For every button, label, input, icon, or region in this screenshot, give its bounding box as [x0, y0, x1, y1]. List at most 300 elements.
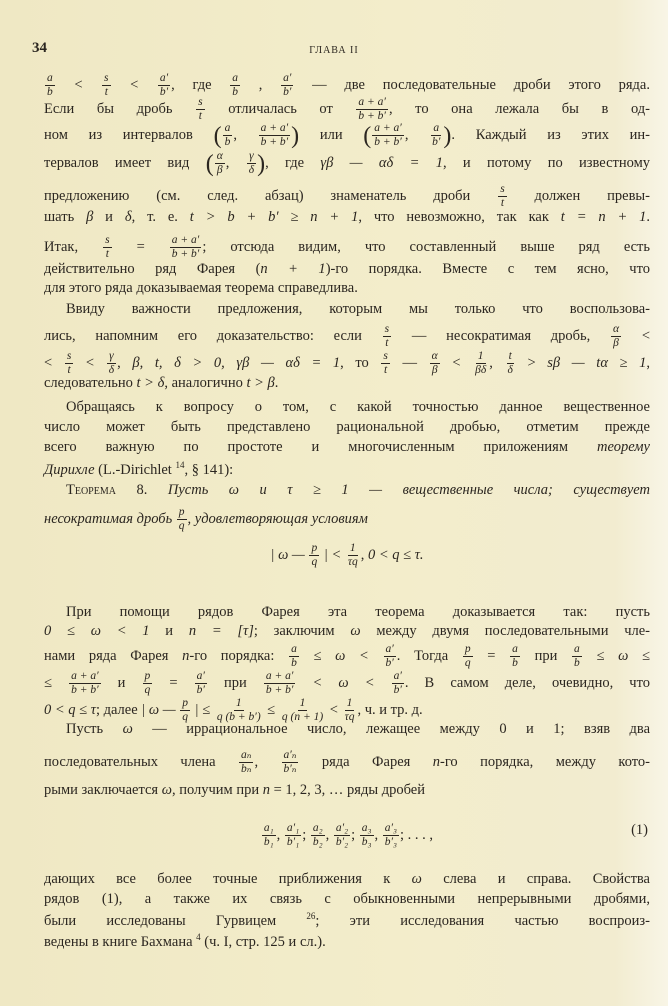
fraction — [360, 822, 374, 849]
text-run: — иррациональное число, лежащее между 0 и 1; взяв два — [132, 721, 651, 737]
footnote-ref: 4 — [196, 932, 201, 942]
text-run: , аналогично — [164, 375, 247, 391]
fraction — [463, 643, 473, 670]
numerator: a₁ — [262, 822, 276, 836]
text-run: , — [325, 827, 333, 844]
text-run: ряда Фарея — [299, 754, 433, 771]
text-run: — несократимая дробь, — [392, 328, 611, 345]
math-expression: | ω — — [270, 547, 309, 564]
fraction — [259, 122, 291, 149]
numerator: a′ₙ — [282, 749, 299, 763]
denominator: t — [67, 364, 71, 377]
denominator: b′ — [385, 657, 394, 670]
numerator: a′₃ — [383, 822, 399, 836]
denominator: t — [105, 248, 109, 261]
numerator: γ — [247, 150, 256, 164]
math-expression: < ω < — [296, 675, 391, 692]
text-run: = — [153, 675, 194, 692]
numerator: s — [196, 96, 204, 110]
text-run: Итак, — [44, 239, 103, 256]
math-expression: n + 1 — [260, 261, 326, 277]
denominator: b + b′ — [265, 684, 294, 697]
denominator: b′ — [196, 684, 205, 697]
text-run: , где — [265, 155, 321, 172]
fraction — [282, 749, 299, 776]
text-run: . Тогда — [396, 648, 462, 665]
text-run: и — [149, 623, 189, 639]
fraction — [392, 670, 404, 697]
fraction — [430, 350, 440, 377]
math-expression: sβ — tα ≥ 1 — [547, 355, 647, 372]
denominator: t — [384, 364, 388, 377]
math-expression: β, t, δ > 0, γβ — αδ = 1 — [132, 355, 341, 372]
text-line — [44, 892, 650, 907]
fraction — [170, 234, 202, 261]
numerator: a + a′ — [372, 122, 404, 136]
math-expression: t > b + b′ ≥ n + 1 — [189, 209, 359, 225]
text-run: < — [74, 355, 106, 372]
text-run: ном из интервалов — [44, 127, 214, 144]
parenthesis: ( — [205, 151, 214, 178]
numerator: aₙ — [239, 749, 253, 763]
footnote-ref: 14 — [175, 460, 185, 470]
text-run: Ввиду важности предложения, которым мы только что воспользова- — [66, 301, 650, 317]
math-expression: ≤ ω ≤ — [582, 648, 650, 665]
text-run: , ч. и тр. д. — [357, 702, 423, 719]
denominator: q (n + 1) — [281, 711, 324, 724]
parenthesis: ( — [213, 123, 222, 150]
math-expression: ω — [411, 871, 422, 887]
text-run: < — [326, 702, 342, 719]
parenthesis: ( — [363, 123, 372, 150]
fraction — [473, 350, 488, 377]
denominator: t — [385, 337, 389, 350]
fraction — [177, 506, 187, 533]
fraction — [262, 822, 276, 849]
numerator: a′ — [384, 643, 396, 657]
numerator: 1 — [345, 697, 355, 711]
fraction — [430, 122, 442, 149]
text-run: > — [515, 355, 548, 372]
text-run: следовательно — [44, 375, 137, 391]
text-run: при — [207, 675, 263, 692]
fraction — [289, 643, 299, 670]
text-line — [44, 912, 650, 929]
math-expression: ≤ ω < — [299, 648, 383, 665]
small-caps-text: Теорема — [66, 482, 116, 498]
text-run: и — [101, 675, 142, 692]
text-run: , т. е. — [131, 209, 190, 225]
text-run: отличалась от — [205, 101, 356, 118]
text-run: между двумя последовательными чле- — [360, 623, 651, 639]
text-run: , — [233, 127, 258, 144]
text-line — [44, 96, 650, 123]
text-run: < — [622, 328, 650, 345]
numerator: a′ — [281, 72, 293, 86]
text-run: — две последовательные дроби этого ряда. — [294, 77, 650, 94]
text-run: ; . . . , — [400, 827, 434, 844]
denominator: τq — [347, 556, 358, 569]
text-run: = 1, 2, 3, … ряды дробей — [270, 782, 425, 798]
text-run: , — [646, 355, 651, 372]
text-line — [44, 670, 650, 697]
denominator: q — [464, 657, 471, 670]
text-line — [44, 420, 650, 435]
denominator: q — [144, 684, 151, 697]
denominator: b + b′ — [358, 110, 386, 123]
fraction — [611, 323, 621, 350]
text-run: ведены в книге Бахмана — [44, 934, 197, 950]
text-run: < — [44, 355, 64, 372]
italic-text: Дирихле — [44, 462, 95, 478]
text-run: , — [489, 355, 505, 372]
fraction — [384, 643, 396, 670]
numerator: a — [45, 72, 55, 86]
text-run: ; далее — [95, 702, 142, 719]
denominator: b — [232, 86, 239, 99]
italic-text: несократимая дробь — [44, 511, 176, 528]
numerator: a + a′ — [356, 96, 388, 110]
text-run: ; отсюда видим, что составленный выше ряд есть — [202, 239, 650, 256]
text-line — [44, 210, 650, 225]
fraction — [383, 822, 399, 849]
math-expression: | ω — — [141, 702, 180, 719]
fraction — [372, 122, 404, 149]
fraction — [505, 350, 514, 377]
text-run: = — [473, 648, 510, 665]
parenthesis: ) — [443, 123, 452, 150]
fraction — [215, 150, 225, 177]
text-line — [44, 234, 650, 261]
text-line — [44, 350, 650, 377]
math-expression: β — [86, 209, 94, 225]
numerator: a — [510, 643, 520, 657]
italic-text: Пусть ω и τ ≥ 1 — вещественные числа; существует — [167, 482, 650, 498]
math-expression: < — [111, 77, 157, 94]
text-run: ; эти исследования частью воспроиз- — [315, 913, 650, 929]
text-line — [44, 933, 650, 950]
text-run: для этого ряда доказываемая теорема справедлива. — [44, 280, 358, 296]
denominator: b′₁ — [286, 836, 300, 849]
math-expression: n — [182, 648, 190, 665]
denominator: b′ — [393, 684, 402, 697]
numerator: γ — [107, 350, 116, 364]
text-run: ; — [351, 827, 359, 844]
text-run: (L.-Dirichlet — [94, 462, 176, 478]
numerator: α — [430, 350, 440, 364]
text-run: рядов (1), а также их связь с обыкновенными непрерывными дробями, — [44, 891, 650, 907]
text-run: ; заключим — [253, 623, 351, 639]
numerator: a — [431, 122, 441, 136]
text-run: 8. — [115, 482, 168, 498]
text-run: , что невозможно, так как — [358, 209, 561, 225]
numerator: α — [611, 323, 621, 337]
numerator: 1 — [476, 350, 486, 364]
denominator: bₙ — [241, 763, 252, 776]
parenthesis: ) — [257, 151, 266, 178]
text-run: число может быть представлено рациональной дробью, отметим прежде — [44, 419, 650, 435]
text-line — [44, 783, 650, 798]
numerator: p — [143, 670, 153, 684]
denominator: β — [613, 337, 619, 350]
text-run: -го порядка, между кото- — [439, 754, 650, 771]
fraction — [346, 542, 360, 569]
denominator: τq — [344, 711, 355, 724]
numerator: 1 — [298, 697, 308, 711]
math-expression: | ≤ — [191, 702, 214, 719]
numerator: a + a′ — [170, 234, 202, 248]
text-line — [44, 150, 650, 177]
math-expression: n = [τ] — [188, 623, 254, 639]
equation-number: (1) — [631, 822, 648, 838]
italic-text: теорему — [597, 439, 650, 455]
math-expression: | < — [320, 547, 345, 564]
text-run: Если бы дробь — [44, 101, 196, 118]
fraction — [572, 643, 582, 670]
text-line — [44, 461, 650, 478]
denominator: b′₃ — [384, 836, 398, 849]
text-run: , — [360, 547, 368, 564]
text-line — [44, 400, 650, 415]
numerator: a + a′ — [264, 670, 296, 684]
denominator: q — [182, 711, 189, 724]
text-line — [44, 643, 650, 670]
text-run: всего важную по простоте и многочисленным приложениям — [44, 439, 598, 455]
text-run: слева и справа. Свойства — [421, 871, 650, 887]
text-run: При помощи рядов Фарея эта теорема доказывается так: пусть — [66, 604, 650, 620]
text-run: рыми заключается — [44, 782, 162, 798]
text-run: = — [112, 239, 169, 256]
text-run: лись, напомним его доказательство: если — [44, 328, 382, 345]
text-line — [44, 624, 650, 639]
text-run: были исследованы Гурвицем — [44, 913, 307, 929]
fraction — [510, 643, 520, 670]
text-run: , то она лежала бы в од- — [388, 101, 650, 118]
denominator: b + b′ — [260, 136, 289, 149]
numerator: a — [572, 643, 582, 657]
text-line — [44, 323, 650, 350]
text-run: последовательных члена — [44, 754, 239, 771]
fraction — [65, 350, 73, 377]
numerator: s — [498, 183, 506, 197]
text-run: нами ряда Фарея — [44, 648, 183, 665]
text-run: , — [276, 827, 284, 844]
numerator: a₂ — [311, 822, 325, 836]
denominator: b′ — [159, 86, 169, 99]
numerator: 1 — [234, 697, 244, 711]
numerator: s — [381, 350, 389, 364]
text-line — [44, 872, 650, 887]
numerator: a′ — [158, 72, 170, 86]
denominator: t — [198, 110, 202, 123]
fraction — [143, 670, 153, 697]
denominator: b′ — [283, 86, 292, 99]
denominator: b + b′ — [374, 136, 402, 149]
denominator: t — [104, 86, 108, 99]
text-run: тервалов имеет вид — [44, 155, 206, 172]
numerator: a′ — [392, 670, 404, 684]
text-run: , — [404, 127, 430, 144]
math-expression: n — [432, 754, 440, 771]
denominator: b₁ — [263, 836, 274, 849]
math-expression: ≤ — [44, 675, 69, 692]
denominator: b — [512, 657, 518, 670]
text-line — [44, 262, 650, 277]
text-run: , и потому по известному — [442, 155, 651, 172]
denominator: b — [291, 657, 297, 670]
text-line — [44, 822, 650, 849]
denominator: q (b + b′) — [216, 711, 261, 724]
fraction — [498, 183, 506, 210]
numerator: s — [65, 350, 73, 364]
text-run: ; — [302, 827, 310, 844]
numerator: s — [103, 234, 111, 248]
fraction — [381, 350, 389, 377]
math-expression: t > β — [246, 375, 275, 391]
math-expression: t > δ — [136, 375, 165, 391]
denominator: δ — [108, 364, 115, 377]
fraction — [195, 670, 207, 697]
fraction — [356, 96, 388, 123]
text-run: действительно ряд Фарея ( — [44, 261, 261, 277]
text-line — [44, 542, 650, 569]
denominator: b′ₙ — [283, 763, 297, 776]
text-run: . Каждый из этих ин- — [451, 127, 650, 144]
denominator: b — [224, 136, 231, 149]
denominator: b₂ — [312, 836, 323, 849]
parenthesis: ) — [291, 123, 300, 150]
denominator: β — [216, 164, 223, 177]
text-run: , — [241, 77, 281, 94]
numerator: s — [383, 323, 391, 337]
fraction — [264, 670, 296, 697]
text-run: — — [390, 355, 429, 372]
numerator: a′₂ — [334, 822, 350, 836]
fraction — [107, 350, 116, 377]
text-line — [44, 749, 650, 776]
math-expression: n — [262, 782, 270, 798]
footnote-ref: 26 — [306, 911, 316, 921]
numerator: p — [463, 643, 473, 657]
text-line — [44, 302, 650, 317]
math-expression: ω — [161, 782, 172, 798]
text-line — [44, 376, 650, 391]
denominator: b + b′ — [171, 248, 200, 261]
denominator: b′ — [432, 136, 441, 149]
denominator: b₃ — [361, 836, 372, 849]
text-run: , — [254, 754, 281, 771]
fraction — [196, 96, 204, 123]
numerator: a₃ — [360, 822, 374, 836]
math-expression: < — [55, 77, 102, 94]
text-line — [44, 183, 650, 210]
page-number: 34 — [32, 40, 47, 56]
text-run: -го порядка: — [189, 648, 289, 665]
denominator: δ — [507, 364, 513, 377]
fraction — [247, 150, 256, 177]
text-run: , то — [340, 355, 381, 372]
text-run: (ч. I, стр. 125 и сл.). — [200, 934, 326, 950]
text-run: Обращаясь к вопросу о том, с какой точностью данное вещественное — [66, 399, 650, 415]
text-run: , получим при — [171, 782, 263, 798]
text-line — [44, 440, 650, 455]
numerator: p — [180, 697, 190, 711]
math-expression: 0 < q ≤ τ — [44, 702, 96, 719]
fraction — [309, 542, 319, 569]
numerator: a — [223, 122, 233, 136]
math-expression: ω — [350, 623, 361, 639]
fraction — [223, 122, 233, 149]
text-run: , § 141): — [184, 462, 234, 478]
denominator: q — [311, 556, 318, 569]
denominator: b′₂ — [335, 836, 349, 849]
text-run: должен превы- — [507, 188, 650, 205]
text-run: < — [440, 355, 473, 372]
numerator: a — [230, 72, 240, 86]
numerator: a + a′ — [69, 670, 101, 684]
text-run: или — [299, 127, 364, 144]
math-expression: 0 ≤ ω < 1 — [44, 623, 150, 639]
text-line — [44, 281, 650, 296]
fraction — [311, 822, 325, 849]
math-expression: δ — [124, 209, 132, 225]
denominator: b — [574, 657, 580, 670]
denominator: b + b′ — [71, 684, 99, 697]
chapter-header: ГЛАВА II — [309, 45, 359, 56]
text-run: . — [274, 375, 279, 391]
denominator: δ — [248, 164, 255, 177]
fraction — [334, 822, 350, 849]
fraction — [383, 323, 391, 350]
denominator: t — [500, 197, 505, 210]
denominator: β — [431, 364, 438, 377]
denominator: q — [178, 520, 185, 533]
numerator: a′₁ — [285, 822, 301, 836]
fraction — [285, 822, 301, 849]
numerator: p — [177, 506, 187, 520]
numerator: a — [289, 643, 299, 657]
text-line — [44, 605, 650, 620]
numerator: t — [507, 350, 514, 364]
text-line — [44, 483, 650, 498]
fraction — [103, 234, 111, 261]
math-expression: γβ — αδ = 1 — [320, 155, 443, 172]
text-run: , где — [171, 77, 230, 94]
text-run: . — [646, 209, 651, 225]
text-run: )-го порядка. Вместе с тем ясно, что — [325, 261, 650, 277]
text-run: ≤ — [263, 702, 279, 719]
text-line — [44, 506, 650, 533]
text-run: Пусть — [66, 721, 123, 737]
denominator: b — [47, 86, 53, 99]
numerator: a′ — [195, 670, 207, 684]
text-line — [44, 122, 650, 149]
text-run: , — [225, 155, 246, 172]
fraction — [69, 670, 101, 697]
math-expression: t = n + 1 — [560, 209, 647, 225]
text-run: , — [117, 355, 133, 372]
math-expression: ω — [122, 721, 133, 737]
numerator: p — [309, 542, 319, 556]
numerator: α — [215, 150, 225, 164]
text-run: шать — [44, 209, 87, 225]
denominator: βδ — [475, 364, 487, 377]
text-run: и — [93, 209, 125, 225]
numerator: 1 — [348, 542, 358, 556]
text-run: при — [520, 648, 572, 665]
text-run: дающих все более точные приближения к — [44, 871, 412, 887]
text-run: . В самом деле, очевидно, что — [404, 675, 650, 692]
